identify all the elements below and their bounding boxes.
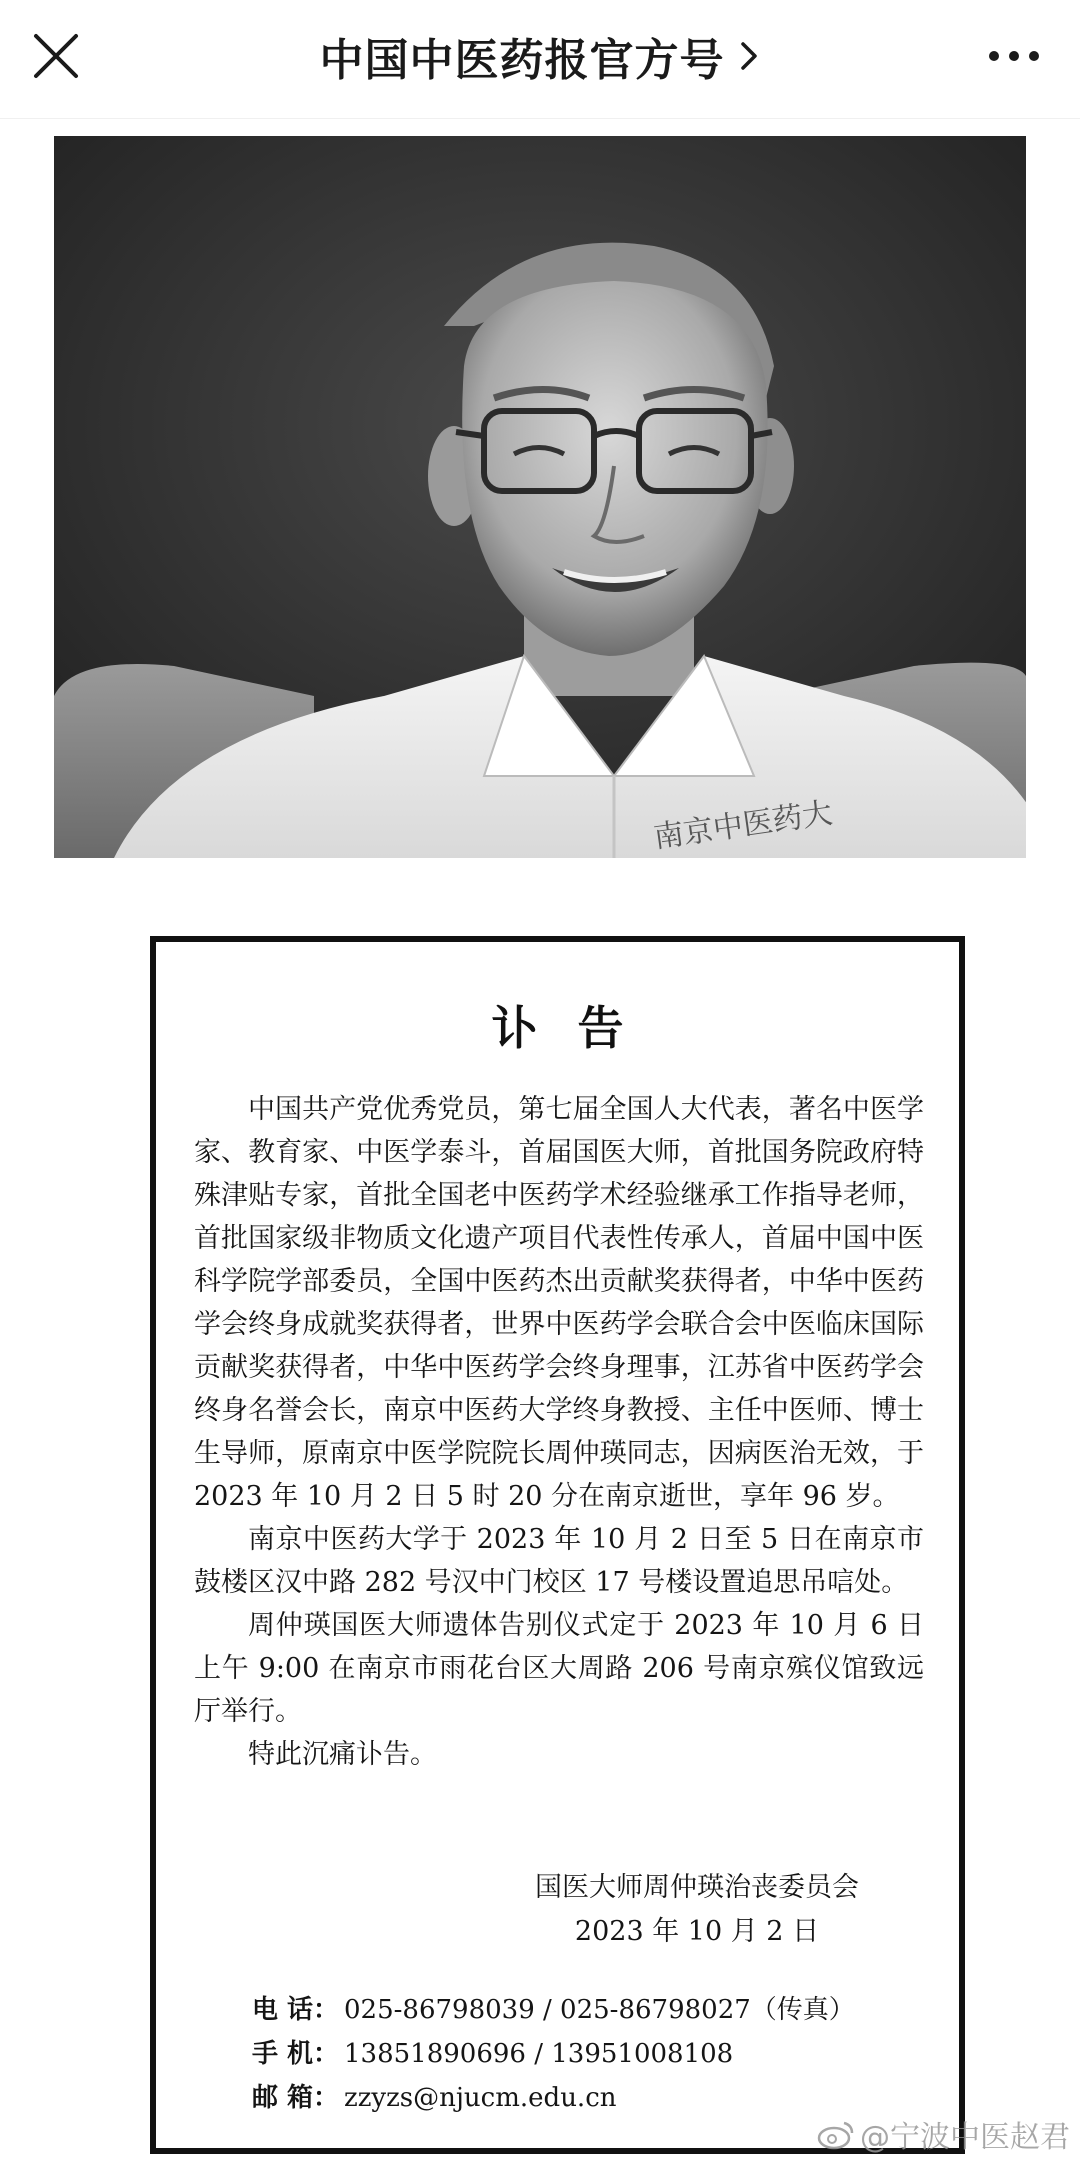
notice-paragraph: 周仲瑛国医大师遗体告别仪式定于 2023 年 10 月 6 日上午 9:00 在南京市雨花台区大周路 206 号南京殡仪馆致远厅举行。 <box>194 1610 924 1727</box>
notice-paragraph: 中国共产党优秀党员，第七届全国人大代表，著名中医学家、教育家、中医学泰斗，首届国医大师，首批国务院政府特殊津贴专家，首批全国老中医药学术经验继承工作指导老师，首批国家级非物质文化遗产项目代表性传承人，首届中国中医科学院学部委员，全国中医药杰出贡献奖获得者，中华中医药学会终身成就奖获得者，世界中医药学会联合会中医临床国际贡献奖获得者，中华中医药学会终身理事，江苏省中医药学会终身名誉会长，南京中医药大学终身教授、主任中医师、博士生导师，原南京中医学院院长周仲瑛同志，因病医治无效，于 2023 年 10 月 2 日 5 时 20 分在南京逝世，享年 96 岁。 <box>194 1094 924 1512</box>
chevron-right-icon <box>737 36 761 76</box>
notice-body <box>194 1088 924 1776</box>
page-title: 中国中医药报官方号 <box>319 35 725 86</box>
more-options-button[interactable] <box>984 34 1044 78</box>
notice-date: 2023 年 10 月 2 日 <box>574 1916 820 1947</box>
top-bar <box>0 0 1080 112</box>
notice-title: 讣告 <box>491 1001 664 1055</box>
contact-label: 电 话： <box>252 1995 340 2025</box>
uniform-embroidery-text: 南京中医药大 <box>651 795 835 856</box>
contact-email <box>252 2076 855 2120</box>
account-title-link[interactable] <box>0 22 1080 90</box>
notice-paragraph: 特此沉痛讣告。 <box>248 1739 437 1770</box>
watermark-text: @宁波中医赵君 <box>860 2120 1070 2155</box>
contact-list <box>252 1988 855 2120</box>
notice-signature-block <box>487 1866 907 1954</box>
portrait-photo <box>54 136 1026 858</box>
divider <box>0 118 1080 119</box>
notice-paragraph: 南京中医药大学于 2023 年 10 月 2 日至 5 日在南京市鼓楼区汉中路 282 号汉中门校区 17 号楼设置追思吊唁处。 <box>194 1524 924 1598</box>
weibo-icon <box>816 2117 856 2151</box>
contact-value: 025-86798039 / 025-86798027（传真） <box>344 1995 855 2025</box>
contact-label: 邮 箱： <box>252 2083 340 2113</box>
contact-value: zzyzs@njucm.edu.cn <box>344 2083 617 2113</box>
more-dots-icon <box>984 34 1044 78</box>
notice-signature: 国医大师周仲瑛治丧委员会 <box>535 1872 859 1903</box>
obituary-notice <box>150 936 965 2154</box>
contact-label: 手 机： <box>252 2039 340 2069</box>
contact-phone <box>252 1988 855 2032</box>
contact-mobile <box>252 2032 855 2076</box>
contact-value: 13851890696 / 13951008108 <box>344 2039 734 2069</box>
watermark <box>816 2112 1070 2156</box>
portrait-illustration <box>54 136 1026 858</box>
